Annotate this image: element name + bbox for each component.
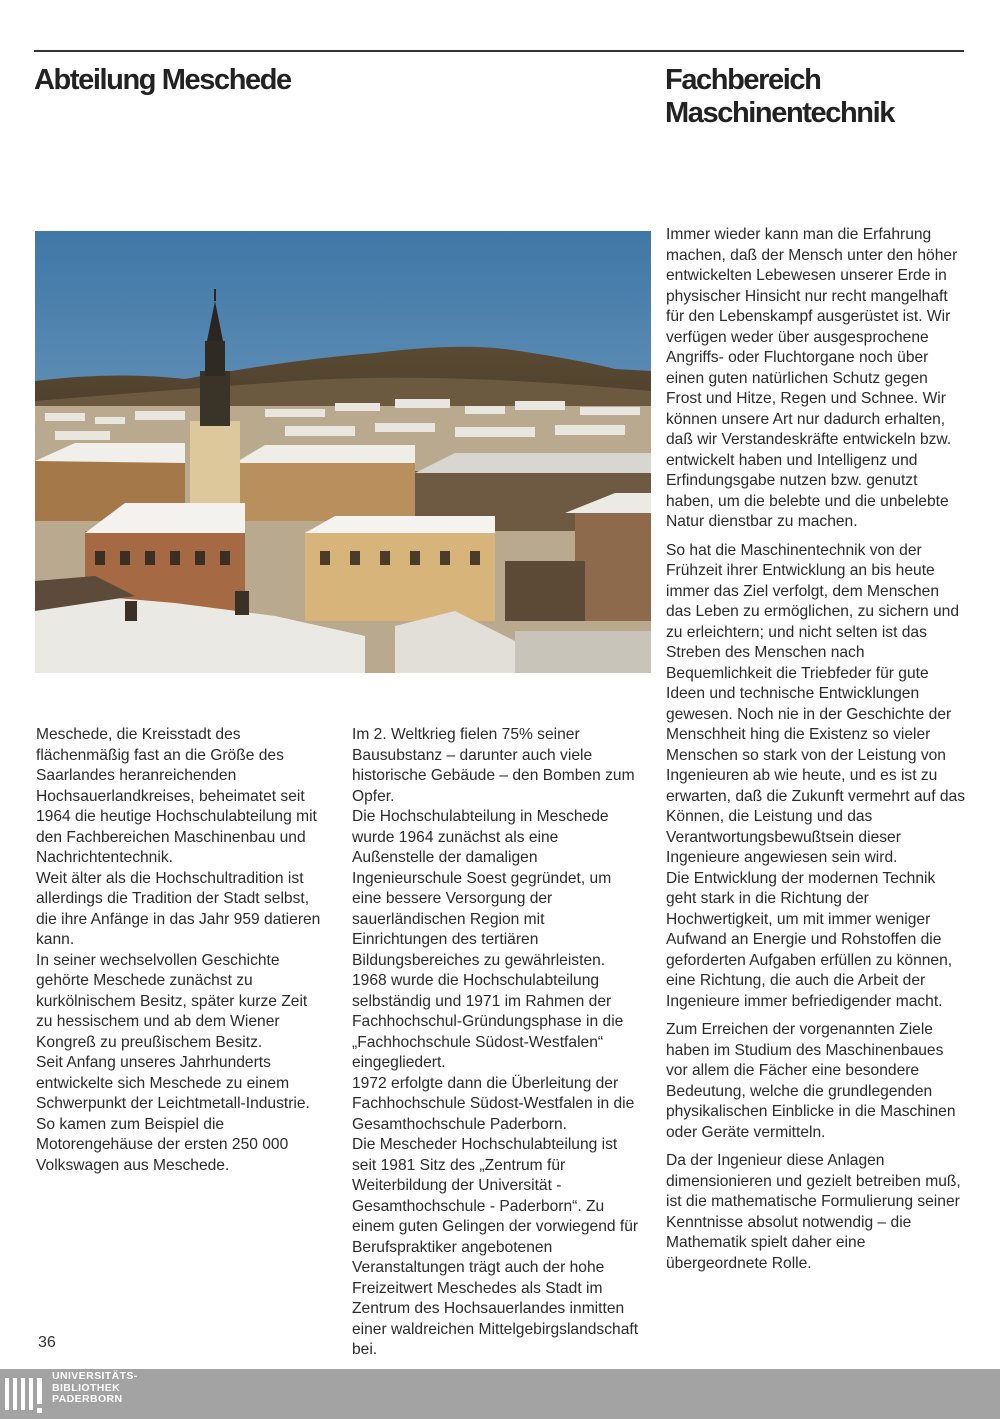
library-logo-icon — [3, 1375, 49, 1415]
paragraph: So hat die Maschinentechnik von der Frühzeit ihrer Entwicklung an bis heute immer das Ziel verfolgt, dem Menschen das Leben zu ermöglichen, zu sichern und zu erleichtern; und nicht selten ist das Streben des Menschen nach Bequemlichkeit die Triebfeder für gute Ideen und technische Entwicklungen gewesen. Noch nie in der Geschichte der Menschheit hing die Existenz so vieler Menschen so stark von der Leistung von Ingenieuren ab wie heute, und es ist zu erwarten, daß die Zukunft vermehrt auf das Können, die Leistung und das Verantwortungsbewußtsein dieser Ingenieure angewiesen sein wird. — [666, 541, 966, 866]
library-name-line1: UNIVERSITÄTS- — [52, 1370, 138, 1382]
paragraph: Zum Erreichen der vorgenannten Ziele haben im Studium des Maschinenbaues vor allem die Fächer eine besondere Bedeutung, welche die grundlegenden physikalischen Einblicke in die Maschinen oder Geräte vermitteln. — [666, 1021, 956, 1141]
library-footer-bar — [0, 1369, 1000, 1419]
heading-fachbereich-line2: Maschinentechnik — [665, 97, 894, 129]
paragraph: Die Hochschulabteilung in Meschede wurde 1964 zunächst als eine Außenstelle der damaligen Ingenieurschule Soest gegründet, um eine bessere Versorgung der sauerländischen Region mit Einrichtungen des tertiären Bildungsbereiches zu gewährleisten. — [352, 808, 612, 969]
library-name-line2: BIBLIOTHEK — [52, 1381, 121, 1394]
heading-fachbereich-line1: Fachbereich — [665, 64, 821, 96]
library-name-line3: PADERBORN — [52, 1393, 123, 1405]
column-meschede-intro — [36, 725, 326, 1176]
top-rule — [34, 50, 964, 52]
page-number: 36 — [38, 1334, 56, 1351]
paragraph: Seit Anfang unseres Jahrhunderts entwickelte sich Meschede zu einem Schwerpunkt der Leichtmetall-Industrie. So kamen zum Beispiel die Motorengehäuse der ersten 250 000 Volkswagen aus Meschede. — [36, 1054, 310, 1174]
paragraph: 1968 wurde die Hochschulabteilung selbständig und 1971 im Rahmen der Fachhochschul-Gründungsphase in die „Fachhochschule Südost-Westfalen“ eingegliedert. — [352, 972, 624, 1071]
paragraph: In seiner wechselvollen Geschichte gehörte Meschede zunächst zu kurkölnischem Besitz, später kurze Zeit zu hessischem und ab dem Wiener Kongreß zu preußischem Besitz. — [36, 951, 308, 1051]
paragraph: Im 2. Weltkrieg fielen 75% seiner Bausubstanz – darunter auch viele historische Gebäude – den Bomben zum Opfer. — [352, 726, 635, 805]
heading-abteilung-meschede: Abteilung Meschede — [34, 64, 291, 96]
meschede-winter-town-photo — [35, 231, 651, 673]
paragraph: Meschede, die Kreisstadt des flächenmäßig fast an die Größe des Saarlandes heranreichenden Hochsauerlandkreises, beheimatet seit 1964 die heutige Hochschulabteilung mit den Fachbereichen Maschinenbau und Nachrichtentechnik. — [36, 726, 317, 866]
paragraph: 1972 erfolgte dann die Überleitung der Fachhochschule Südost-Westfalen in die Gesamthochschule Paderborn. — [352, 1074, 635, 1133]
heading-fachbereich — [665, 64, 965, 130]
paragraph: Die Entwicklung der modernen Technik geht stark in die Richtung der Hochwertigkeit, um mit immer weniger Aufwand an Energie und Rohstoffen die geforderten Aufgaben erfüllen zu können, eine Richtung, die auch die Arbeit der Ingenieure immer befriedigender macht. — [666, 869, 953, 1010]
column-maschinentechnik — [666, 225, 966, 1282]
library-name — [52, 1371, 138, 1406]
paragraph: Immer wieder kann man die Erfahrung machen, daß der Mensch unter den höher entwickelten Lebewesen unserer Erde in physischer Hinsicht nur recht mangelhaft für den Lebenskampf ausgerüstet ist. Wir verfügen weder über ausgesprochene Angriffs- oder Fluchtorgane noch über einen guten natürlichen Schutz gegen Frost und Hitze, Regen und Schnee. Wir können unsere Art nur dadurch erhalten, daß wir Verstandeskräfte entwickeln bzw. entwickelt haben und Intelligenz und Erfindungsgabe nutzen bzw. genutzt haben, um die belebte und die unbelebte Natur dienstbar zu machen. — [666, 226, 958, 530]
paragraph: Die Mescheder Hochschulabteilung ist seit 1981 Sitz des „Zentrum für Weiterbildung der Universität - Gesamthochschule - Paderborn“. Zu einem guten Gelingen der vorwiegend für Berufspraktiker angebotenen Veranstaltungen trägt auch der hohe Freizeitwert Meschedes als Stadt im Zentrum des Hochsauerlandes inmitten einer waldreichen Mittelgebirgslandschaft bei. — [352, 1136, 639, 1358]
column-meschede-history — [352, 725, 642, 1361]
paragraph: Da der Ingenieur diese Anlagen dimensionieren und gezielt betreiben muß, ist die mathematische Formulierung seiner Kenntnisse absolut notwendig – die Mathematik spielt daher eine übergeordnete Rolle. — [666, 1152, 961, 1272]
paragraph: Weit älter als die Hochschultradition ist allerdings die Tradition der Stadt selbst, die ihre Anfänge in das Jahr 959 datieren kann. — [36, 869, 321, 948]
